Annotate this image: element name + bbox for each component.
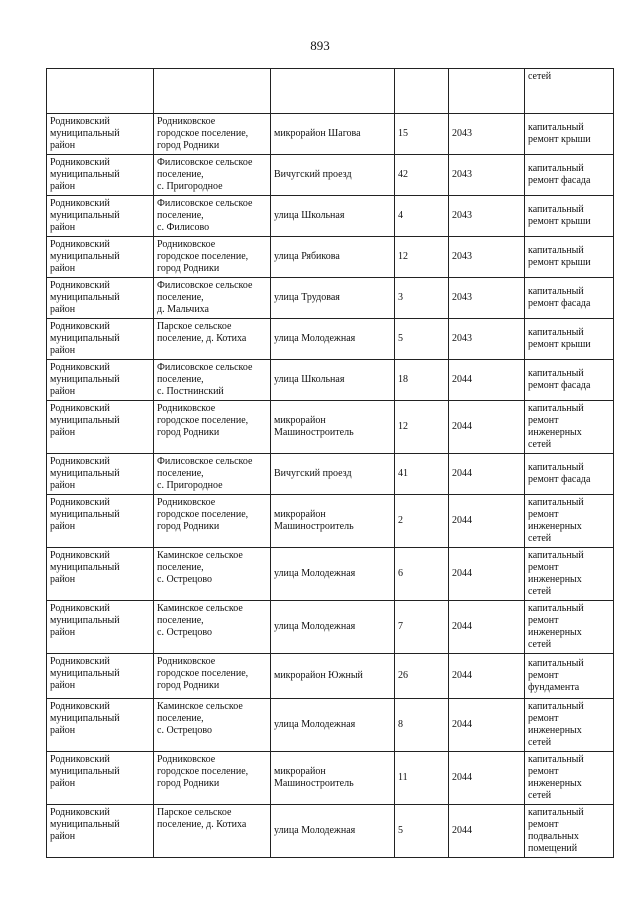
- work-type-cell: капитальный ремонт крыши: [525, 196, 614, 237]
- settlement-cell: Родниковское городское поселение, город Родники: [154, 237, 271, 278]
- table-row-continuation: [47, 69, 614, 114]
- district-cell: Родниковский муниципальный район: [47, 654, 154, 699]
- table-row: [47, 401, 614, 454]
- work-type-cell: капитальный ремонт фундамента: [525, 654, 614, 699]
- street-cell: микрорайон Машиностроитель: [271, 495, 395, 548]
- district-cell: Родниковский муниципальный район: [47, 699, 154, 752]
- settlement-cell: Филисовское сельское поселение, с. Пригородное: [154, 155, 271, 196]
- street-cell: улица Школьная: [271, 360, 395, 401]
- house-cell: 12: [395, 401, 449, 454]
- work-type-cell: капитальный ремонт инженерных сетей: [525, 601, 614, 654]
- year-cell: 2043: [449, 114, 525, 155]
- work-type-cell: капитальный ремонт инженерных сетей: [525, 699, 614, 752]
- house-cell: 8: [395, 699, 449, 752]
- year-cell: 2043: [449, 319, 525, 360]
- house-cell: 18: [395, 360, 449, 401]
- street-cell: улица Молодежная: [271, 548, 395, 601]
- table-row: [47, 495, 614, 548]
- house-cell: 15: [395, 114, 449, 155]
- district-cell: Родниковский муниципальный район: [47, 196, 154, 237]
- work-type-cell: капитальный ремонт инженерных сетей: [525, 401, 614, 454]
- district-cell: Родниковский муниципальный район: [47, 454, 154, 495]
- table-row: [47, 601, 614, 654]
- work-type-cell: капитальный ремонт крыши: [525, 237, 614, 278]
- house-cell: 2: [395, 495, 449, 548]
- work-type-cell: сетей: [525, 69, 614, 114]
- year-cell: 2043: [449, 278, 525, 319]
- table-row: [47, 114, 614, 155]
- year-cell: 2044: [449, 601, 525, 654]
- table-row: [47, 752, 614, 805]
- settlement-cell: Парское сельское поселение, д. Котиха: [154, 805, 271, 858]
- settlement-cell: Филисовское сельское поселение, с. Филисово: [154, 196, 271, 237]
- settlement-cell: Каминское сельское поселение, с. Острецово: [154, 548, 271, 601]
- table-row: [47, 699, 614, 752]
- settlement-cell: Родниковское городское поселение, город Родники: [154, 114, 271, 155]
- district-cell: Родниковский муниципальный район: [47, 805, 154, 858]
- street-cell: Вичугский проезд: [271, 155, 395, 196]
- year-cell: [449, 69, 525, 114]
- settlement-cell: Филисовское сельское поселение, с. Постнинский: [154, 360, 271, 401]
- house-cell: 12: [395, 237, 449, 278]
- settlement-cell: Родниковское городское поселение, город Родники: [154, 654, 271, 699]
- house-cell: 5: [395, 805, 449, 858]
- district-cell: Родниковский муниципальный район: [47, 155, 154, 196]
- table-row: [47, 278, 614, 319]
- street-cell: улица Молодежная: [271, 601, 395, 654]
- year-cell: 2044: [449, 454, 525, 495]
- street-cell: микрорайон Машиностроитель: [271, 401, 395, 454]
- street-cell: улица Молодежная: [271, 699, 395, 752]
- year-cell: 2044: [449, 654, 525, 699]
- house-cell: 42: [395, 155, 449, 196]
- street-cell: улица Молодежная: [271, 319, 395, 360]
- year-cell: 2044: [449, 752, 525, 805]
- work-type-cell: капитальный ремонт фасада: [525, 360, 614, 401]
- year-cell: 2044: [449, 495, 525, 548]
- work-type-cell: капитальный ремонт фасада: [525, 278, 614, 319]
- house-cell: 6: [395, 548, 449, 601]
- house-cell: 3: [395, 278, 449, 319]
- table-row: [47, 454, 614, 495]
- table-row: [47, 155, 614, 196]
- repair-schedule-table: [46, 68, 614, 858]
- table-row: [47, 548, 614, 601]
- year-cell: 2043: [449, 196, 525, 237]
- settlement-cell: Филисовское сельское поселение, д. Мальчиха: [154, 278, 271, 319]
- year-cell: 2044: [449, 401, 525, 454]
- year-cell: 2044: [449, 548, 525, 601]
- street-cell: микрорайон Южный: [271, 654, 395, 699]
- table-row: [47, 196, 614, 237]
- district-cell: Родниковский муниципальный район: [47, 601, 154, 654]
- street-cell: улица Рябикова: [271, 237, 395, 278]
- street-cell: улица Молодежная: [271, 805, 395, 858]
- street-cell: улица Трудовая: [271, 278, 395, 319]
- table-row: [47, 237, 614, 278]
- year-cell: 2044: [449, 805, 525, 858]
- settlement-cell: Родниковское городское поселение, город Родники: [154, 401, 271, 454]
- work-type-cell: капитальный ремонт подвальных помещений: [525, 805, 614, 858]
- work-type-cell: капитальный ремонт крыши: [525, 114, 614, 155]
- street-cell: микрорайон Шагова: [271, 114, 395, 155]
- work-type-cell: капитальный ремонт фасада: [525, 454, 614, 495]
- district-cell: Родниковский муниципальный район: [47, 278, 154, 319]
- table-row: [47, 360, 614, 401]
- year-cell: 2044: [449, 699, 525, 752]
- settlement-cell: Филисовское сельское поселение, с. Пригородное: [154, 454, 271, 495]
- house-cell: 11: [395, 752, 449, 805]
- street-cell: [271, 69, 395, 114]
- settlement-cell: Родниковское городское поселение, город Родники: [154, 495, 271, 548]
- street-cell: Вичугский проезд: [271, 454, 395, 495]
- year-cell: 2044: [449, 360, 525, 401]
- settlement-cell: Родниковское городское поселение, город Родники: [154, 752, 271, 805]
- table-row: [47, 805, 614, 858]
- house-cell: 5: [395, 319, 449, 360]
- house-cell: 41: [395, 454, 449, 495]
- settlement-cell: Каминское сельское поселение, с. Острецово: [154, 699, 271, 752]
- settlement-cell: Каминское сельское поселение, с. Острецово: [154, 601, 271, 654]
- house-cell: 26: [395, 654, 449, 699]
- year-cell: 2043: [449, 237, 525, 278]
- district-cell: Родниковский муниципальный район: [47, 752, 154, 805]
- house-cell: 7: [395, 601, 449, 654]
- house-cell: 4: [395, 196, 449, 237]
- district-cell: Родниковский муниципальный район: [47, 548, 154, 601]
- district-cell: [47, 69, 154, 114]
- table-row: [47, 654, 614, 699]
- district-cell: Родниковский муниципальный район: [47, 401, 154, 454]
- table-row: [47, 319, 614, 360]
- district-cell: Родниковский муниципальный район: [47, 319, 154, 360]
- district-cell: Родниковский муниципальный район: [47, 114, 154, 155]
- district-cell: Родниковский муниципальный район: [47, 237, 154, 278]
- work-type-cell: капитальный ремонт фасада: [525, 155, 614, 196]
- street-cell: улица Школьная: [271, 196, 395, 237]
- year-cell: 2043: [449, 155, 525, 196]
- settlement-cell: [154, 69, 271, 114]
- work-type-cell: капитальный ремонт инженерных сетей: [525, 548, 614, 601]
- district-cell: Родниковский муниципальный район: [47, 495, 154, 548]
- work-type-cell: капитальный ремонт инженерных сетей: [525, 495, 614, 548]
- page-number: 893: [310, 38, 330, 53]
- settlement-cell: Парское сельское поселение, д. Котиха: [154, 319, 271, 360]
- work-type-cell: капитальный ремонт крыши: [525, 319, 614, 360]
- house-cell: [395, 69, 449, 114]
- district-cell: Родниковский муниципальный район: [47, 360, 154, 401]
- street-cell: микрорайон Машиностроитель: [271, 752, 395, 805]
- work-type-cell: капитальный ремонт инженерных сетей: [525, 752, 614, 805]
